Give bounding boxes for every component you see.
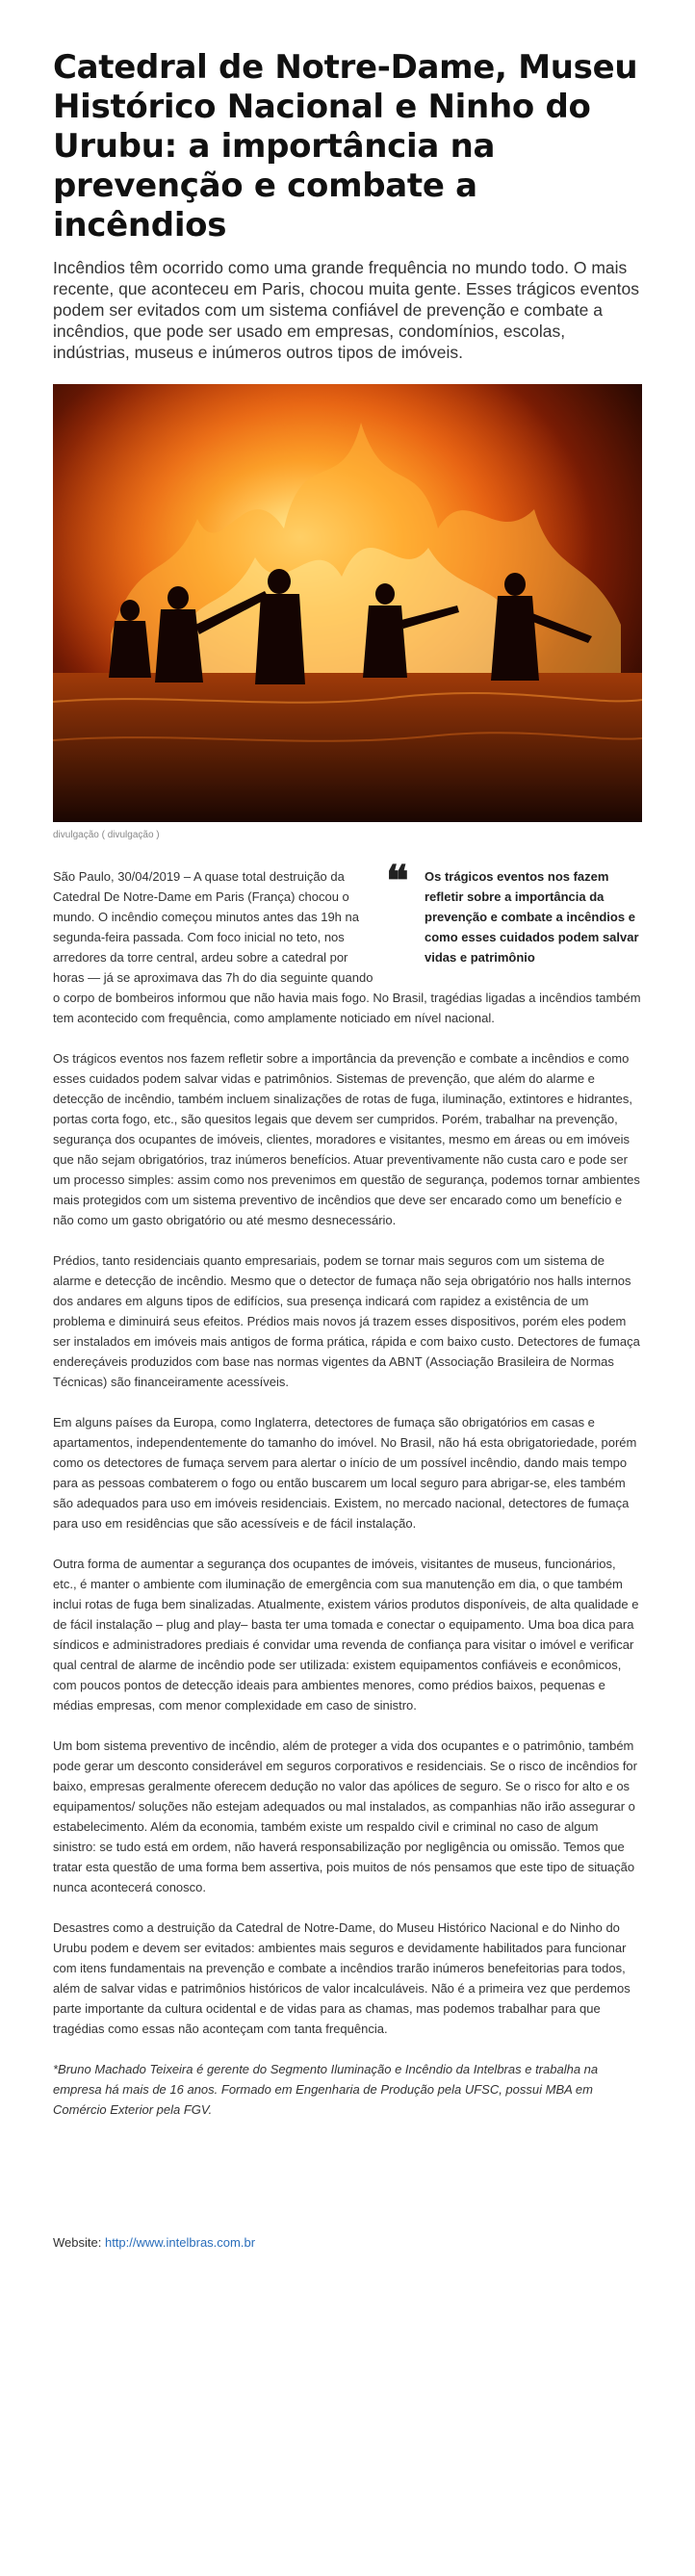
firefighters-illustration [53,384,642,822]
article-paragraph: Em alguns países da Europa, como Inglaterra, detectores de fumaça são obrigatórios em casas e apartamentos, independentemente do tamanho do imóvel. No Brasil, não há esta obrigatoriedade, porém como os detectores de fumaça servem para alertar o início de um possível incêndio, dando mais tempo para as pessoas combaterem o fogo ou então buscarem um local seguro para abrigar-se, eles também são adequados para uso em imóveis residenciais. Existem, no mercado nacional, detectores de fumaça para uso em residências que são acessíveis e de fácil instalação. [53,1415,637,1531]
quote-icon: ❝ [386,857,409,906]
pull-quote [386,857,642,967]
author-footnote: *Bruno Machado Teixeira é gerente do Segmento Iluminação e Incêndio da Intelbras e trabalha na empresa há mais de 16 anos. Formado em Engenharia de Produção pela UFSC, possui MBA em Comércio Exterior pela FGV. [53,2062,599,2117]
article-hero-image [53,384,642,822]
article-title: Catedral de Notre-Dame, Museu Histórico Nacional e Ninho do Urubu: a importância na prevenção e combate a incêndios [53,48,638,245]
article-paragraph: Um bom sistema preventivo de incêndio, além de proteger a vida dos ocupantes e o patrimônio, também pode gerar um desconto considerável em seguros corporativos e residenciais. Se o risco de incêndios for baixo, empresas geralmente oferecem dedução no valor das apólices de seguro. Se o risco for alto e os equipamentos/ soluções não estejam adequados ou mal instalados, as companhias não irão assegurar o estabelecimento. Além da economia, também existe um respaldo civil e criminal no caso de algum sinistro: se tudo está em ordem, não haverá responsabilização por negligência ou omissão. Temos que tratar esta questão de uma forma bem assertiva, pois muitos de nós pensamos que este tipo de situação nunca acontecerá conosco. [53,1739,637,1894]
article-page [53,48,642,2250]
pull-quote-text: Os trágicos eventos nos fazem refletir sobre a importância da prevenção e combate a incêndios e como esses cuidados podem salvar vidas e patrimônio [425,869,639,965]
article-lead: Incêndios têm ocorrido como uma grande frequência no mundo todo. O mais recente, que aconteceu em Paris, chocou muita gente. Esses trágicos eventos podem ser evitados com um sistema confiável de prevenção e combate a incêndios, que pode ser usado em empresas, condomínios, escolas, indústrias, museus e inúmeros outros tipos de imóveis. [53,258,639,362]
article-paragraph: Os trágicos eventos nos fazem refletir sobre a importância da prevenção e combate a incêndios e como esses cuidados podem salvar vidas e patrimônios. Sistemas de prevenção, que além do alarme e detecção de incêndio, também incluem sinalizações de rotas de fuga, iluminação, extintores e hidrantes, portas corta fogo, etc., são quesitos legais que devem ser cumpridos. Porém, trabalhar na prevenção, segurança dos ocupantes de imóveis, clientes, moradores e visitantes, mesmo em áreas ou em imóveis que não sejam obrigatórios, traz inúmeros benefícios. Atuar preventivamente não custa caro e pode ser um processo simples: assim como nos prevenimos em questão de segurança, podemos tornar ambientes mais protegidos com um sistema preventivo de incêndios que deve ser encarado como um benefício e não como um gasto obrigatório ou até mesmo desnecessário. [53,1051,640,1227]
article-paragraph: Outra forma de aumentar a segurança dos ocupantes de imóveis, visitantes de museus, funcionários, etc., é manter o ambiente com iluminação de emergência com sua manutenção em dia, o que também inclui rotas de fuga bem sinalizadas. Atualmente, existem vários produtos disponíveis, de alta qualidade e de fácil instalação – plug and play– basta ter uma tomada e conectar o equipamento. Uma boa dica para síndicos e administradores prediais é convidar uma revenda de confiança para visitar o imóvel e verificar qual central de alarme de incêndio pode ser utilizada: existem equipamentos confiáveis e econômicos, com poucos pontos de detecção ideais para ambientes menores, como prédios baixos, pequenas e médias empresas, com menor complexidade em caso de sinistro. [53,1557,639,1713]
website-line [53,2235,642,2250]
article-paragraph: Desastres como a destruição da Catedral de Notre-Dame, do Museu Histórico Nacional e do Ninho do Urubu podem e devem ser evitados: ambientes mais seguros e devidamente habilitados para funcionar com itens fundamentais na prevenção e combate a incêndios trarão inúmeros benefeitorias para todos, além de salvar vidas e patrimônios históricos de valor incalculáveis. Não é a primeira vez que perdemos parte importante da cultura ocidental e de vidas para as chamas, mas podemos trabalhar para que tragédias como essas não aconteçam com tanta frequência. [53,1920,631,2036]
website-link[interactable]: http://www.intelbras.com.br [104,2235,256,2250]
paragraph-text: A quase total destruição da Catedral De Notre-Dame em Paris (França) chocou o mundo. O incêndio começou minutos antes das 19h na segunda-feira passada. Com foco inicial no teto, nos arredores da torre central, ardeu sobre a catedral por horas — já se aproximava das 7h do dia seguinte quando o corpo de bombeiros informou que não havia mais fogo. No Brasil, tragédias ligadas a incêndios também tem acontecido com frequência, como amplamente noticiado em nível nacional. [53,869,641,1025]
article-paragraph: Prédios, tanto residenciais quanto empresariais, podem se tornar mais seguros com um sistema de alarme e detecção de incêndio. Mesmo que o detector de fumaça não seja obrigatório nos halls internos dos andares em alguns tipos de edifícios, sua presença indicará com rapidez a existência de um problema e diminuirá seus efeitos. Prédios mais novos já trazem esses dispositivos, porém eles podem ser instalados em imóveis mais antigos de forma prática, rápida e com baixo custo. Detectores de fumaça endereçáveis produzidos com base nas normas vigentes da ABNT (Associação Brasileira de Normas Técnicas) são financeiramente acessíveis. [53,1253,640,1389]
image-caption: divulgação ( divulgação ) [53,830,160,840]
dateline: São Paulo, 30/04/2019 – [53,869,192,884]
article-body [53,857,642,2120]
website-label: Website: [53,2235,102,2250]
